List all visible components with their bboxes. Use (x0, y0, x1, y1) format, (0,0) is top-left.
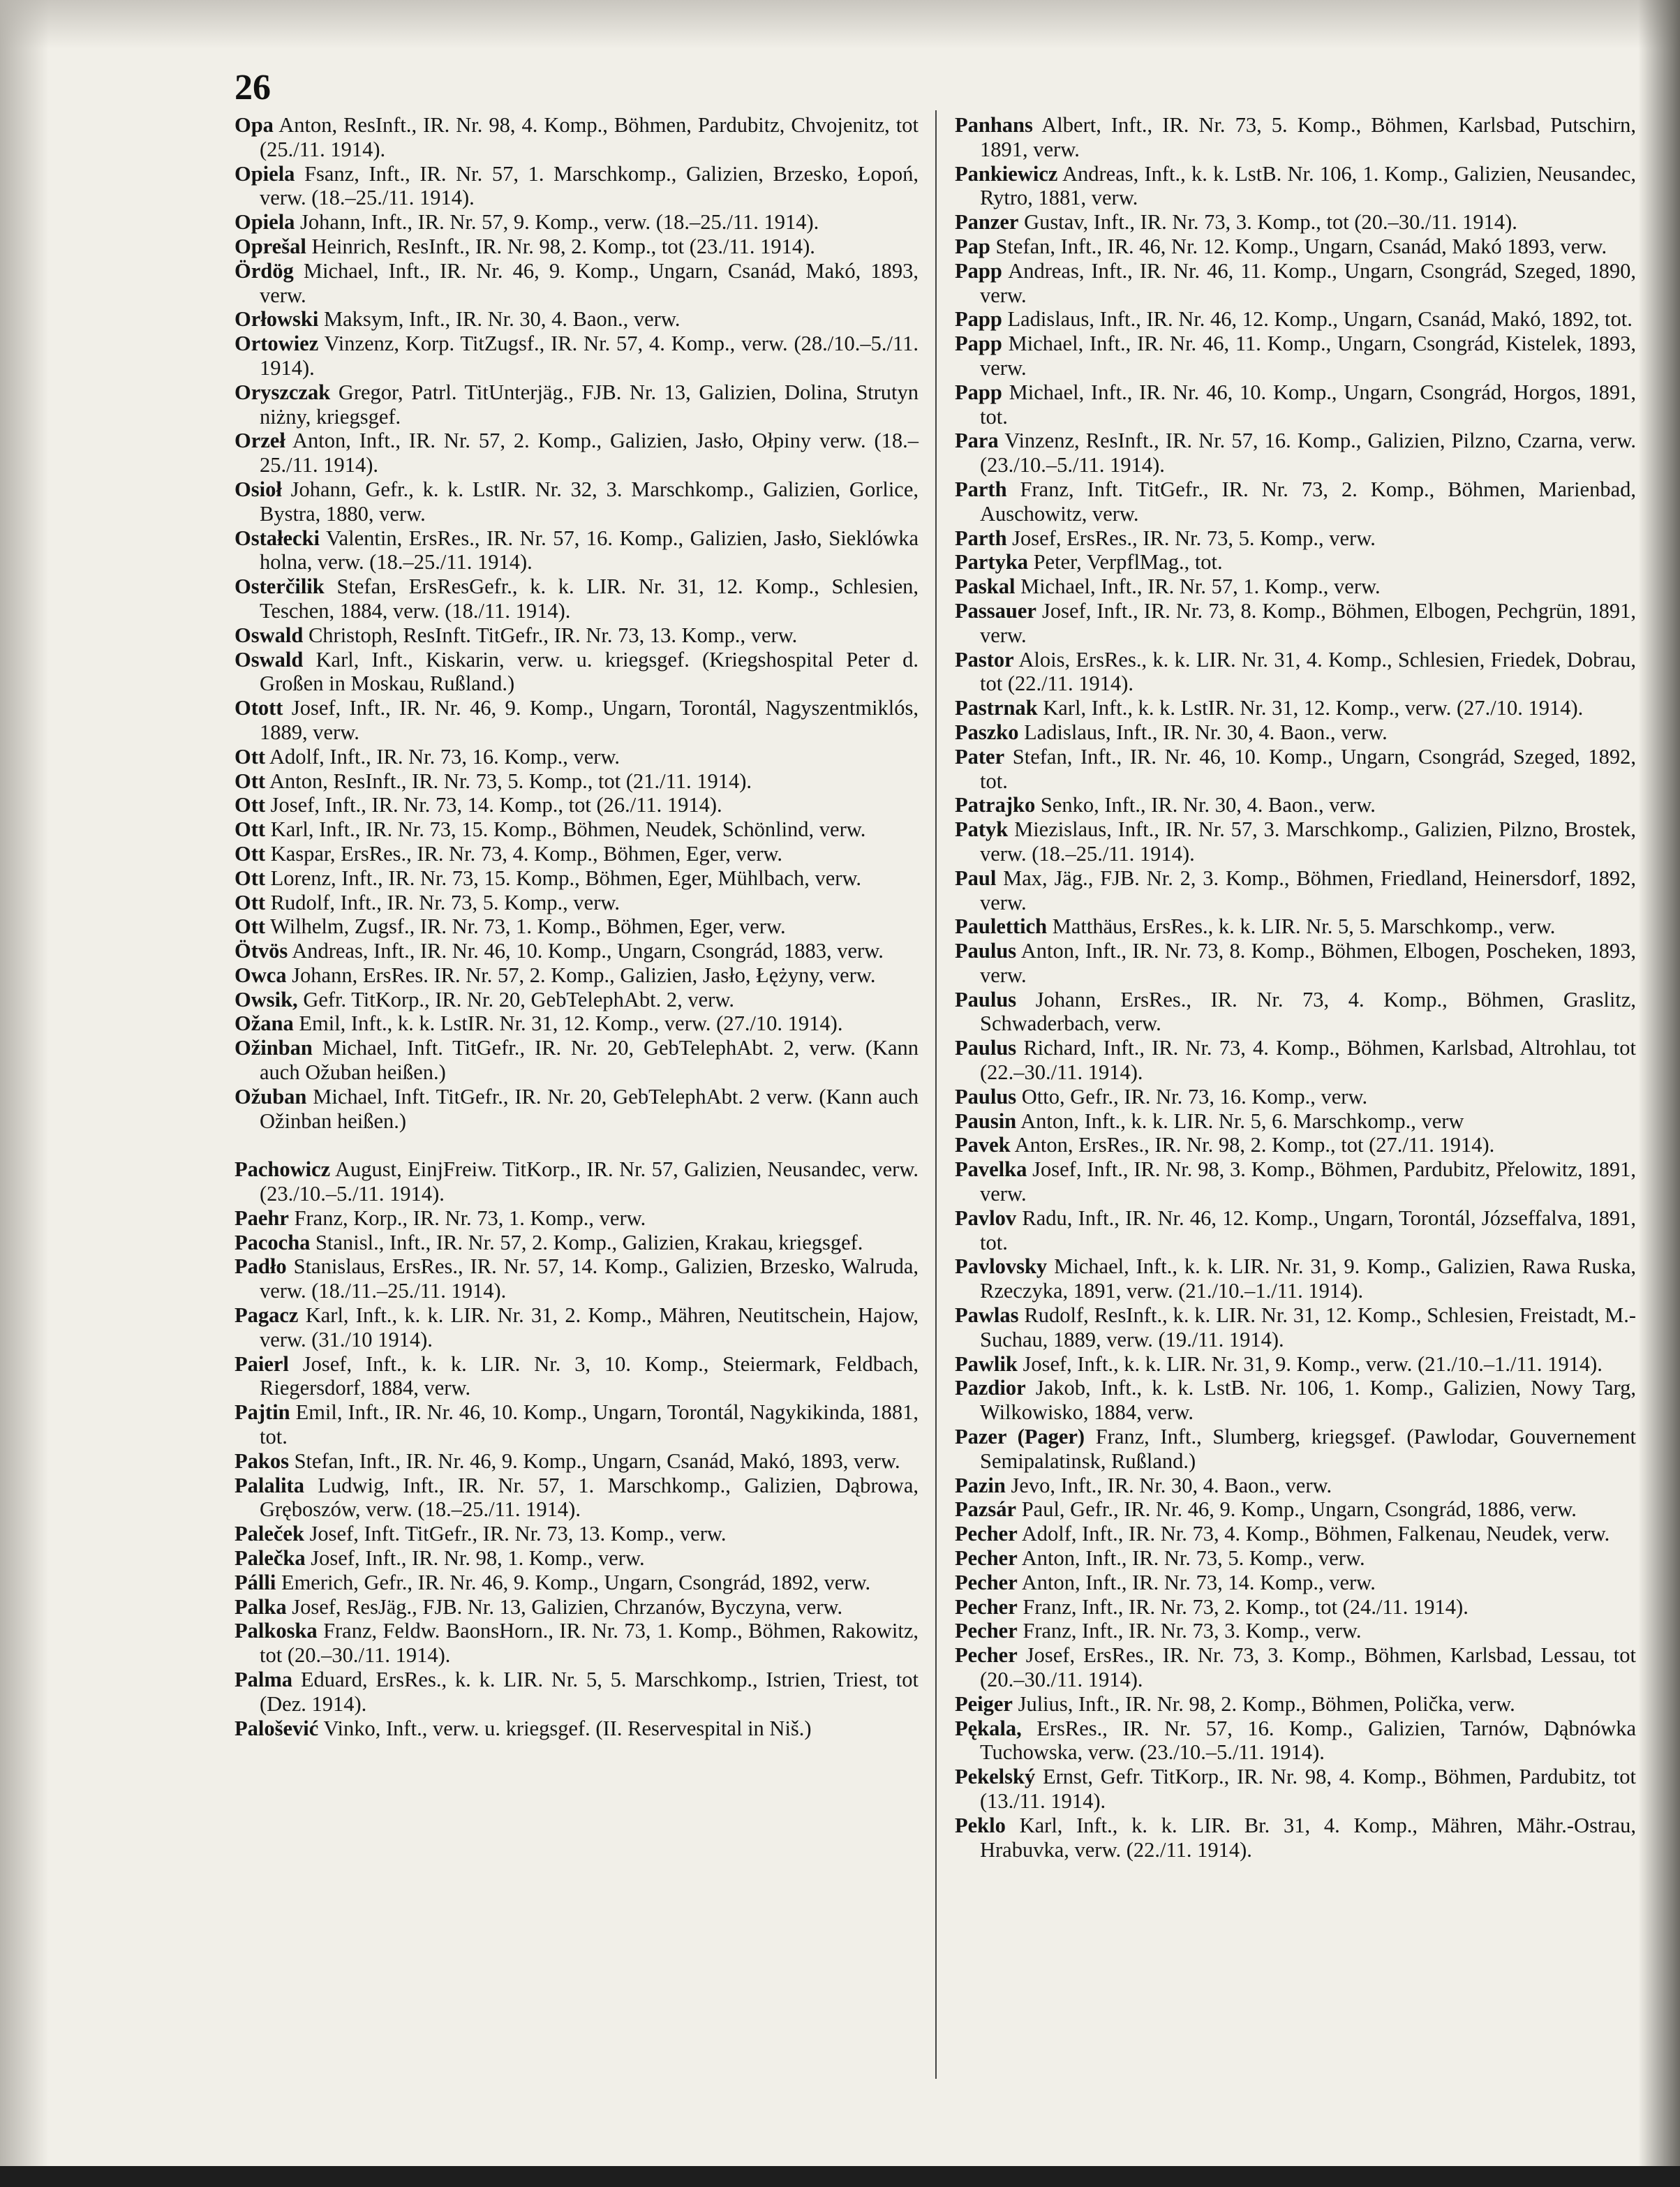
surname: Orzeł (235, 429, 285, 453)
entry-details: Anton, ErsRes., IR. Nr. 98, 2. Komp., tot (27./11. 1914). (1014, 1133, 1495, 1157)
surname: Ott (235, 817, 266, 842)
entry-details: Jakob, Inft., k. k. LstB. Nr. 106, 1. Komp., Galizien, Nowy Targ, Wilkowisko, 1884, verw. (980, 1376, 1636, 1425)
casualty-entry (955, 1765, 1636, 1814)
surname: Peiger (955, 1691, 1013, 1716)
entry-details: Franz, Inft., IR. Nr. 73, 3. Komp., verw. (1023, 1619, 1362, 1643)
page-shadow-left (0, 0, 49, 2187)
casualty-entry (235, 1668, 919, 1717)
casualty-entry (955, 1717, 1636, 1765)
casualty-entry (235, 429, 919, 477)
casualty-entry (955, 648, 1636, 697)
casualty-entry (235, 963, 919, 988)
entry-details: Karl, Inft., k. k. LIR. Nr. 31, 2. Komp., Mähren, Neutitschein, Hajow, verw. (31./10 1914). (260, 1303, 919, 1351)
casualty-entry (955, 574, 1636, 599)
entry-details: Ladislaus, Inft., IR. Nr. 30, 4. Baon., verw. (1024, 720, 1388, 744)
entry-details: Stefan, Inft., IR. Nr. 46, 9. Komp., Ungarn, Csanád, Makó, 1893, verw. (294, 1448, 900, 1473)
casualty-entry (235, 914, 919, 939)
casualty-entry (235, 1011, 919, 1036)
surname: Pastor (955, 647, 1014, 672)
casualty-entry (955, 745, 1636, 794)
entry-details: Senko, Inft., IR. Nr. 30, 4. Baon., verw. (1040, 793, 1376, 817)
entry-details: Fsanz, Inft., IR. Nr. 57, 1. Marschkomp., Galizien, Brzesko, Łopoń, verw. (18.–25./11. 1914). (260, 161, 919, 210)
surname: Palma (235, 1668, 293, 1691)
casualty-entry (235, 988, 919, 1012)
surname: Paulettich (955, 914, 1048, 939)
entry-details: Josef, Inft., IR. Nr. 73, 14. Komp., tot (26./11. 1914). (270, 793, 722, 817)
surname: Ožuban (235, 1084, 307, 1109)
surname: Orłowski (235, 307, 319, 332)
entry-details: Michael, Inft., IR. Nr. 46, 11. Komp., Ungarn, Csongrád, Kistelek, 1893, verw. (980, 332, 1637, 380)
casualty-entry (955, 1497, 1636, 1522)
entry-details: Karl, Inft., k. k. LIR. Br. 31, 4. Komp., Mähren, Mähr.-Ostrau, Hrabuvka, verw. (22./11. 1914). (980, 1813, 1636, 1862)
surname: Ožinban (235, 1036, 313, 1060)
right-column (955, 113, 1636, 1862)
casualty-entry (235, 162, 919, 211)
surname: Paszko (955, 720, 1019, 744)
surname: Parth (955, 526, 1007, 550)
casualty-entry (955, 696, 1636, 720)
entry-details: Michael, Inft., IR. Nr. 57, 1. Komp., verw. (1020, 574, 1381, 599)
entry-details: Johann, Gefr., k. k. LstIR. Nr. 32, 3. Marschkomp., Galizien, Gorlice, Bystra, 1880, verw. (260, 477, 919, 526)
entry-details: Adolf, Inft., IR. Nr. 73, 16. Komp., verw. (269, 744, 620, 769)
casualty-entry (235, 1157, 919, 1206)
entry-details: Johann, ErsRes. IR. Nr. 57, 2. Komp., Galizien, Jasło, Łężyny, verw. (292, 963, 876, 987)
surname: Oswald (235, 647, 304, 672)
entry-details: Gustav, Inft., IR. Nr. 73, 3. Komp., tot (20.–30./11. 1914). (1024, 210, 1517, 235)
casualty-entry (235, 1619, 919, 1668)
casualty-entry (235, 1717, 919, 1741)
casualty-entry (235, 380, 919, 429)
casualty-entry (235, 1206, 919, 1231)
surname: Pazdior (955, 1376, 1026, 1400)
casualty-entry (955, 1425, 1636, 1474)
casualty-entry (235, 1474, 919, 1522)
entry-details: Miezislaus, Inft., IR. Nr. 57, 3. Marschkomp., Galizien, Pilzno, Brostek, verw. (18.–25./11. 1914). (980, 817, 1637, 866)
entry-details: Josef, Inft., IR. Nr. 98, 1. Komp., verw. (311, 1546, 645, 1571)
casualty-entry (955, 1474, 1636, 1498)
surname: Ožana (235, 1011, 294, 1036)
surname: Pecher (955, 1594, 1018, 1619)
casualty-entry (955, 113, 1636, 162)
surname: Papp (955, 307, 1002, 332)
entry-details: Karl, Inft., Kiskarin, verw. u. kriegsgef. (Kriegshospital Peter d. Großen in Moskau, Rußland.) (260, 647, 919, 696)
entry-details: Karl, Inft., k. k. LstIR. Nr. 31, 12. Komp., verw. (27./10. 1914). (1043, 696, 1584, 720)
surname: Ötvös (235, 939, 288, 963)
surname: Ott (235, 841, 266, 866)
entry-details: Stanislaus, ErsRes., IR. Nr. 57, 14. Komp., Galizien, Brzesko, Walruda, verw. (18./11.–25./11. 1914). (260, 1254, 919, 1303)
entry-details: Stefan, ErsResGefr., k. k. LIR. Nr. 31, 12. Komp., Schlesien, Teschen, 1884, verw. (18./11. 1914). (260, 574, 919, 623)
surname: Pękala, (955, 1716, 1022, 1740)
casualty-entry (235, 332, 919, 380)
casualty-entry (235, 526, 919, 575)
surname: Pater (955, 744, 1005, 769)
surname: Padło (235, 1254, 287, 1279)
casualty-entry (235, 1595, 919, 1619)
entry-details: Albert, Inft., IR. Nr. 73, 5. Komp., Böhmen, Karlsbad, Putschirn, 1891, verw. (980, 113, 1636, 161)
entry-details: Karl, Inft., IR. Nr. 73, 15. Komp., Böhmen, Neudek, Schönlind, verw. (270, 817, 866, 842)
casualty-entry (235, 745, 919, 769)
entry-details: Johann, ErsRes., IR. Nr. 73, 4. Komp., Böhmen, Graslitz, Schwaderbach, verw. (980, 987, 1637, 1036)
casualty-entry (955, 332, 1636, 380)
casualty-entry (955, 1254, 1636, 1303)
surname: Ott (235, 769, 266, 793)
surname: Pausin (955, 1109, 1017, 1133)
entry-details: Josef, Inft., IR. Nr. 98, 3. Komp., Böhmen, Pardubitz, Přelowitz, 1891, verw. (980, 1157, 1637, 1206)
surname: Pavek (955, 1133, 1011, 1157)
entry-details: Matthäus, ErsRes., k. k. LIR. Nr. 5, 5. Marschkomp., verw. (1052, 914, 1556, 939)
surname: Pavlov (955, 1206, 1017, 1230)
entry-details: Vinzenz, Korp. TitZugsf., IR. Nr. 57, 4. Komp., verw. (28./10.–5./11. 1914). (260, 332, 919, 380)
entry-details: Ladislaus, Inft., IR. Nr. 46, 12. Komp., Ungarn, Csanád, Makó, 1892, tot. (1007, 307, 1633, 332)
entry-details: Josef, Inft., IR. Nr. 46, 9. Komp., Ungarn, Torontál, Nagyszentmiklós, 1889, verw. (260, 696, 919, 744)
surname: Palka (235, 1594, 287, 1619)
surname: Otott (235, 696, 283, 720)
surname: Paul (955, 866, 997, 890)
casualty-entry (955, 1109, 1636, 1134)
entry-details: Anton, Inft., IR. Nr. 73, 14. Komp., verw. (1021, 1570, 1376, 1594)
surname: Ott (235, 744, 266, 769)
casualty-entry (955, 988, 1636, 1037)
surname: Oswald (235, 623, 304, 647)
entry-details: Christoph, ResInft. TitGefr., IR. Nr. 73, 13. Komp., verw. (308, 623, 798, 647)
entry-details: Josef, ErsRes., IR. Nr. 73, 3. Komp., Böhmen, Karlsbad, Lessau, tot (20.–30./11. 1914). (980, 1643, 1637, 1691)
casualty-entry (235, 1571, 919, 1595)
entry-details: Anton, Inft., IR. Nr. 73, 5. Komp., verw. (1021, 1546, 1365, 1571)
surname: Opa (235, 113, 274, 137)
casualty-entry (955, 1571, 1636, 1595)
surname: Osioł (235, 477, 282, 501)
entry-details: Emil, Inft., k. k. LstIR. Nr. 31, 12. Komp., verw. (27./10. 1914). (299, 1011, 843, 1036)
entry-details: August, EinjFreiw. TitKorp., IR. Nr. 57, Galizien, Neusandec, verw. (23./10.–5./11. 1914). (260, 1157, 919, 1206)
entry-details: Franz, Inft. TitGefr., IR. Nr. 73, 2. Komp., Böhmen, Marienbad, Auschowitz, verw. (980, 477, 1636, 526)
casualty-entry (235, 793, 919, 817)
entry-details: Anton, Inft., k. k. LIR. Nr. 5, 6. Marschkomp., verw (1020, 1109, 1464, 1133)
surname: Ott (235, 866, 266, 890)
surname: Paleček (235, 1522, 304, 1546)
casualty-entry (955, 939, 1636, 988)
section-gap (235, 1133, 919, 1157)
surname: Pawlas (955, 1303, 1019, 1328)
surname: Pecher (955, 1643, 1018, 1668)
entry-details: Anton, Inft., IR. Nr. 73, 8. Komp., Böhmen, Elbogen, Poscheken, 1893, verw. (980, 939, 1636, 987)
casualty-entry (955, 793, 1636, 817)
surname: Palošević (235, 1716, 319, 1740)
entry-details: Vinko, Inft., verw. u. kriegsgef. (II. Reservespital in Niš.) (323, 1716, 812, 1740)
casualty-entry (235, 113, 919, 162)
entry-details: Gregor, Patrl. TitUnterjäg., FJB. Nr. 13, Galizien, Dolina, Strutyn niżny, kriegsgef. (260, 380, 919, 429)
entry-details: Emerich, Gefr., IR. Nr. 46, 9. Komp., Ungarn, Csongrád, 1892, verw. (281, 1570, 871, 1594)
casualty-entry (235, 477, 919, 526)
casualty-entry (955, 1619, 1636, 1643)
surname: Paehr (235, 1206, 289, 1230)
entry-details: Rudolf, ResInft., k. k. LIR. Nr. 31, 12. Komp., Schlesien, Freistadt, M.-Suchau, 1889, verw. (19./11. 1914). (980, 1303, 1637, 1351)
entry-details: Anton, ResInft., IR. Nr. 73, 5. Komp., tot (21./11. 1914). (269, 769, 752, 793)
entry-details: Franz, Korp., IR. Nr. 73, 1. Komp., verw. (294, 1206, 646, 1230)
surname: Partyka (955, 550, 1029, 574)
casualty-entry (955, 1643, 1636, 1692)
surname: Owsik, (235, 987, 298, 1011)
surname: Pachowicz (235, 1157, 331, 1182)
entry-details: Josef, ResJäg., FJB. Nr. 13, Galizien, Chrzanów, Byczyna, verw. (292, 1594, 843, 1619)
casualty-entry (235, 1352, 919, 1401)
surname: Pastrnak (955, 696, 1038, 720)
casualty-entry (235, 1254, 919, 1303)
entry-details: Michael, Inft. TitGefr., IR. Nr. 20, GebTelephAbt. 2 verw. (Kann auch Ožinban heißen.) (260, 1084, 919, 1133)
surname: Ott (235, 890, 266, 914)
surname: Patyk (955, 817, 1009, 842)
casualty-entry (235, 866, 919, 891)
surname: Paskal (955, 574, 1016, 599)
entry-details: Johann, Inft., IR. Nr. 57, 9. Komp., verw. (18.–25./11. 1914). (300, 210, 819, 235)
surname: Panhans (955, 113, 1033, 137)
casualty-entry (235, 817, 919, 842)
surname: Pajtin (235, 1400, 290, 1425)
casualty-entry (955, 1814, 1636, 1862)
entry-details: Otto, Gefr., IR. Nr. 73, 16. Komp., verw. (1021, 1084, 1368, 1109)
casualty-entry (955, 1595, 1636, 1619)
surname: Papp (955, 380, 1002, 404)
entry-details: Gefr. TitKorp., IR. Nr. 20, GebTelephAbt. 2, verw. (303, 987, 734, 1011)
casualty-entry (955, 477, 1636, 526)
casualty-entry (235, 891, 919, 915)
casualty-entry (235, 1546, 919, 1571)
casualty-entry (235, 939, 919, 963)
entry-details: Radu, Inft., IR. Nr. 46, 12. Komp., Ungarn, Torontál, Józseffalva, 1891, tot. (980, 1206, 1637, 1254)
surname: Pavlovsky (955, 1254, 1048, 1279)
surname: Parth (955, 477, 1007, 501)
casualty-entry (235, 1303, 919, 1352)
surname: Pecher (955, 1522, 1018, 1546)
surname: Palečka (235, 1546, 306, 1571)
entry-details: Eduard, ErsRes., k. k. LIR. Nr. 5, 5. Marschkomp., Istrien, Triest, tot (Dez. 1914). (260, 1668, 919, 1716)
entry-details: Heinrich, ResInft., IR. Nr. 98, 2. Komp., tot (23./11. 1914). (311, 234, 815, 258)
entry-details: Josef, Inft., k. k. LIR. Nr. 31, 9. Komp., verw. (21./10.–1./11. 1914). (1023, 1351, 1603, 1376)
casualty-entry (955, 380, 1636, 429)
surname: Papp (955, 258, 1002, 283)
entry-details: Jevo, Inft., IR. Nr. 30, 4. Baon., verw. (1011, 1473, 1332, 1497)
casualty-entry (955, 914, 1636, 939)
surname: Oryszczak (235, 380, 331, 404)
surname: Osterčilik (235, 574, 325, 599)
entry-details: Adolf, Inft., IR. Nr. 73, 4. Komp., Böhmen, Falkenau, Neudek, verw. (1021, 1522, 1610, 1546)
surname: Paierl (235, 1351, 289, 1376)
entry-details: Anton, Inft., IR. Nr. 57, 2. Komp., Galizien, Jasło, Ołpiny verw. (18.–25./11. 1914). (260, 429, 919, 477)
surname: Pagacz (235, 1303, 299, 1328)
entry-details: Andreas, Inft., k. k. LstB. Nr. 106, 1. Komp., Galizien, Neusandec, Rytro, 1881, verw. (980, 161, 1636, 210)
casualty-entry (955, 162, 1636, 211)
surname: Pawlik (955, 1351, 1018, 1376)
surname: Pacocha (235, 1230, 311, 1254)
surname: Pap (955, 234, 990, 258)
surname: Pazer (Pager) (955, 1425, 1085, 1449)
entry-details: Julius, Inft., IR. Nr. 98, 2. Komp., Böhmen, Polička, verw. (1018, 1691, 1515, 1716)
casualty-entry (955, 259, 1636, 308)
casualty-entry (955, 1133, 1636, 1157)
surname: Pazsár (955, 1497, 1017, 1522)
casualty-entry (235, 307, 919, 332)
entry-details: Josef, Inft., IR. Nr. 73, 8. Komp., Böhmen, Elbogen, Pechgrün, 1891, verw. (980, 598, 1636, 647)
entry-details: Michael, Inft., IR. Nr. 46, 9. Komp., Ungarn, Csanád, Makó, 1893, verw. (260, 258, 919, 307)
entry-details: Alois, ErsRes., k. k. LIR. Nr. 31, 4. Komp., Schlesien, Friedek, Dobrau, tot (22./11. 1914). (980, 647, 1636, 696)
entry-details: Josef, ErsRes., IR. Nr. 73, 5. Komp., verw. (1012, 526, 1376, 550)
casualty-entry (955, 866, 1636, 915)
casualty-entry (235, 842, 919, 866)
surname: Para (955, 429, 999, 453)
casualty-entry (955, 1522, 1636, 1546)
surname: Passauer (955, 598, 1036, 623)
entry-details: Rudolf, Inft., IR. Nr. 73, 5. Komp., verw. (270, 890, 620, 914)
casualty-entry (955, 429, 1636, 477)
entry-details: Richard, Inft., IR. Nr. 73, 4. Komp., Böhmen, Karlsbad, Altrohlau, tot (22.–30./11. 1914). (980, 1036, 1636, 1085)
casualty-entry (235, 210, 919, 235)
entry-details: Emil, Inft., IR. Nr. 46, 10. Komp., Ungarn, Torontál, Nagykikinda, 1881, tot. (260, 1400, 919, 1449)
casualty-entry (955, 1546, 1636, 1571)
surname: Pavelka (955, 1157, 1027, 1182)
surname: Ortowiez (235, 332, 319, 356)
entry-details: Andreas, Inft., IR. Nr. 46, 11. Komp., Ungarn, Csongrád, Szeged, 1890, verw. (980, 258, 1637, 307)
casualty-entry (235, 235, 919, 259)
casualty-entry (235, 623, 919, 648)
surname: Opiela (235, 161, 295, 186)
entry-details: Kaspar, ErsRes., IR. Nr. 73, 4. Komp., Böhmen, Eger, verw. (270, 841, 783, 866)
casualty-entry (955, 235, 1636, 259)
casualty-entry (955, 550, 1636, 574)
entry-details: Andreas, Inft., IR. Nr. 46, 10. Komp., Ungarn, Csongrád, 1883, verw. (292, 939, 884, 963)
surname: Paulus (955, 1036, 1017, 1060)
surname: Paulus (955, 987, 1017, 1011)
surname: Pecher (955, 1570, 1018, 1594)
entry-details: Stanisl., Inft., IR. Nr. 57, 2. Komp., Galizien, Krakau, kriegsgef. (315, 1230, 863, 1254)
surname: Paulus (955, 1084, 1017, 1109)
surname: Pakos (235, 1448, 289, 1473)
surname: Palalita (235, 1473, 304, 1497)
page-binding-shadow (1638, 0, 1680, 2187)
entry-details: Wilhelm, Zugsf., IR. Nr. 73, 1. Komp., Böhmen, Eger, verw. (270, 914, 786, 939)
entry-details: Valentin, ErsRes., IR. Nr. 57, 16. Komp., Galizien, Jasło, Sieklówka holna, verw. (18.–25./11. 1914). (260, 526, 919, 574)
surname: Pankiewicz (955, 161, 1058, 186)
entry-details: Josef, Inft. TitGefr., IR. Nr. 73, 13. Komp., verw. (309, 1522, 727, 1546)
casualty-entry (955, 526, 1636, 551)
entry-details: Stefan, Inft., IR. 46, Nr. 12. Komp., Ungarn, Csanád, Makó 1893, verw. (995, 234, 1607, 258)
entry-details: Paul, Gefr., IR. Nr. 46, 9. Komp., Ungarn, Csongrád, 1886, verw. (1021, 1497, 1577, 1522)
surname: Ördög (235, 258, 294, 283)
surname: Pazin (955, 1473, 1006, 1497)
surname: Ott (235, 793, 266, 817)
casualty-entry (955, 1036, 1636, 1085)
casualty-entry (955, 1692, 1636, 1717)
casualty-entry (955, 307, 1636, 332)
entry-details: Peter, VerpflMag., tot. (1033, 550, 1223, 574)
surname: Panzer (955, 210, 1019, 235)
surname: Opiela (235, 210, 295, 235)
casualty-entry (235, 648, 919, 697)
casualty-entry (235, 1085, 919, 1134)
surname: Paulus (955, 939, 1017, 963)
surname: Pecher (955, 1619, 1018, 1643)
entry-details: Michael, Inft., k. k. LIR. Nr. 31, 9. Komp., Galizien, Rawa Ruska, Rzeczyka, 1891, verw. (21./10.–1./11. 1914). (980, 1254, 1636, 1303)
entry-details: Maksym, Inft., IR. Nr. 30, 4. Baon., verw. (323, 307, 681, 332)
surname: Peklo (955, 1813, 1006, 1837)
casualty-entry (955, 1157, 1636, 1206)
entry-details: Michael, Inft. TitGefr., IR. Nr. 20, GebTelephAbt. 2, verw. (Kann auch Ožuban heißen.) (260, 1036, 919, 1085)
surname: Patrajko (955, 793, 1036, 817)
column-divider (935, 110, 937, 2079)
casualty-entry (955, 1303, 1636, 1352)
casualty-entry (235, 574, 919, 623)
surname: Palkoska (235, 1619, 318, 1643)
casualty-entry (955, 1085, 1636, 1109)
entry-details: Franz, Feldw. BaonsHorn., IR. Nr. 73, 1. Komp., Böhmen, Rakowitz, tot (20.–30./11. 1914). (260, 1619, 919, 1668)
entry-details: Lorenz, Inft., IR. Nr. 73, 15. Komp., Böhmen, Eger, Mühlbach, verw. (270, 866, 862, 890)
surname: Owca (235, 963, 287, 987)
page-number: 26 (235, 68, 271, 108)
page-shadow-top (0, 0, 1680, 49)
entry-details: Anton, ResInft., IR. Nr. 98, 4. Komp., Böhmen, Pardubitz, Chvojenitz, tot (25./11. 1914). (260, 113, 919, 161)
casualty-entry (955, 720, 1636, 745)
casualty-entry (235, 1449, 919, 1474)
entry-details: Max, Jäg., FJB. Nr. 2, 3. Komp., Böhmen, Friedland, Heinersdorf, 1892, verw. (980, 866, 1637, 914)
entry-details: Ludwig, Inft., IR. Nr. 57, 1. Marschkomp., Galizien, Dąbrowa, Gręboszów, verw. (18.–25./11. 1914). (260, 1473, 919, 1522)
surname: Papp (955, 332, 1002, 356)
casualty-entry (235, 1400, 919, 1449)
casualty-entry (955, 1376, 1636, 1425)
scan-border-bottom (0, 2166, 1680, 2187)
casualty-entry (235, 696, 919, 745)
entry-details: Franz, Inft., Slumberg, kriegsgef. (Pawlodar, Gouvernement Semipalatinsk, Rußland.) (980, 1425, 1637, 1473)
casualty-entry (955, 817, 1636, 866)
surname: Oprešal (235, 234, 306, 258)
entry-details: Michael, Inft., IR. Nr. 46, 10. Komp., Ungarn, Csongrád, Horgos, 1891, tot. (980, 380, 1636, 429)
entry-details: Franz, Inft., IR. Nr. 73, 2. Komp., tot (24./11. 1914). (1023, 1594, 1469, 1619)
casualty-entry (235, 259, 919, 308)
casualty-entry (235, 1036, 919, 1085)
left-column (235, 113, 919, 1740)
casualty-entry (235, 769, 919, 794)
surname: Pekelský (955, 1765, 1036, 1789)
surname: Pálli (235, 1570, 276, 1594)
entry-details: ErsRes., IR. Nr. 57, 16. Komp., Galizien, Tarnów, Dąbnówka Tuchowska, verw. (23./10.–5./11. 1914). (980, 1716, 1636, 1765)
surname: Ott (235, 914, 266, 939)
casualty-entry (955, 210, 1636, 235)
entry-details: Vinzenz, ResInft., IR. Nr. 57, 16. Komp., Galizien, Pilzno, Czarna, verw. (23./10.–5./11. 1914). (980, 429, 1636, 477)
casualty-entry (955, 1206, 1636, 1255)
surname: Ostałecki (235, 526, 320, 550)
entry-details: Stefan, Inft., IR. Nr. 46, 10. Komp., Ungarn, Csongrád, Szeged, 1892, tot. (980, 744, 1636, 793)
surname: Pecher (955, 1546, 1018, 1571)
casualty-entry (955, 599, 1636, 648)
casualty-entry (955, 1352, 1636, 1377)
entry-details: Ernst, Gefr. TitKorp., IR. Nr. 98, 4. Komp., Böhmen, Pardubitz, tot (13./11. 1914). (980, 1765, 1636, 1813)
casualty-entry (235, 1231, 919, 1255)
entry-details: Josef, Inft., k. k. LIR. Nr. 3, 10. Komp., Steiermark, Feldbach, Riegersdorf, 1884, verw. (260, 1351, 919, 1400)
casualty-entry (235, 1522, 919, 1546)
